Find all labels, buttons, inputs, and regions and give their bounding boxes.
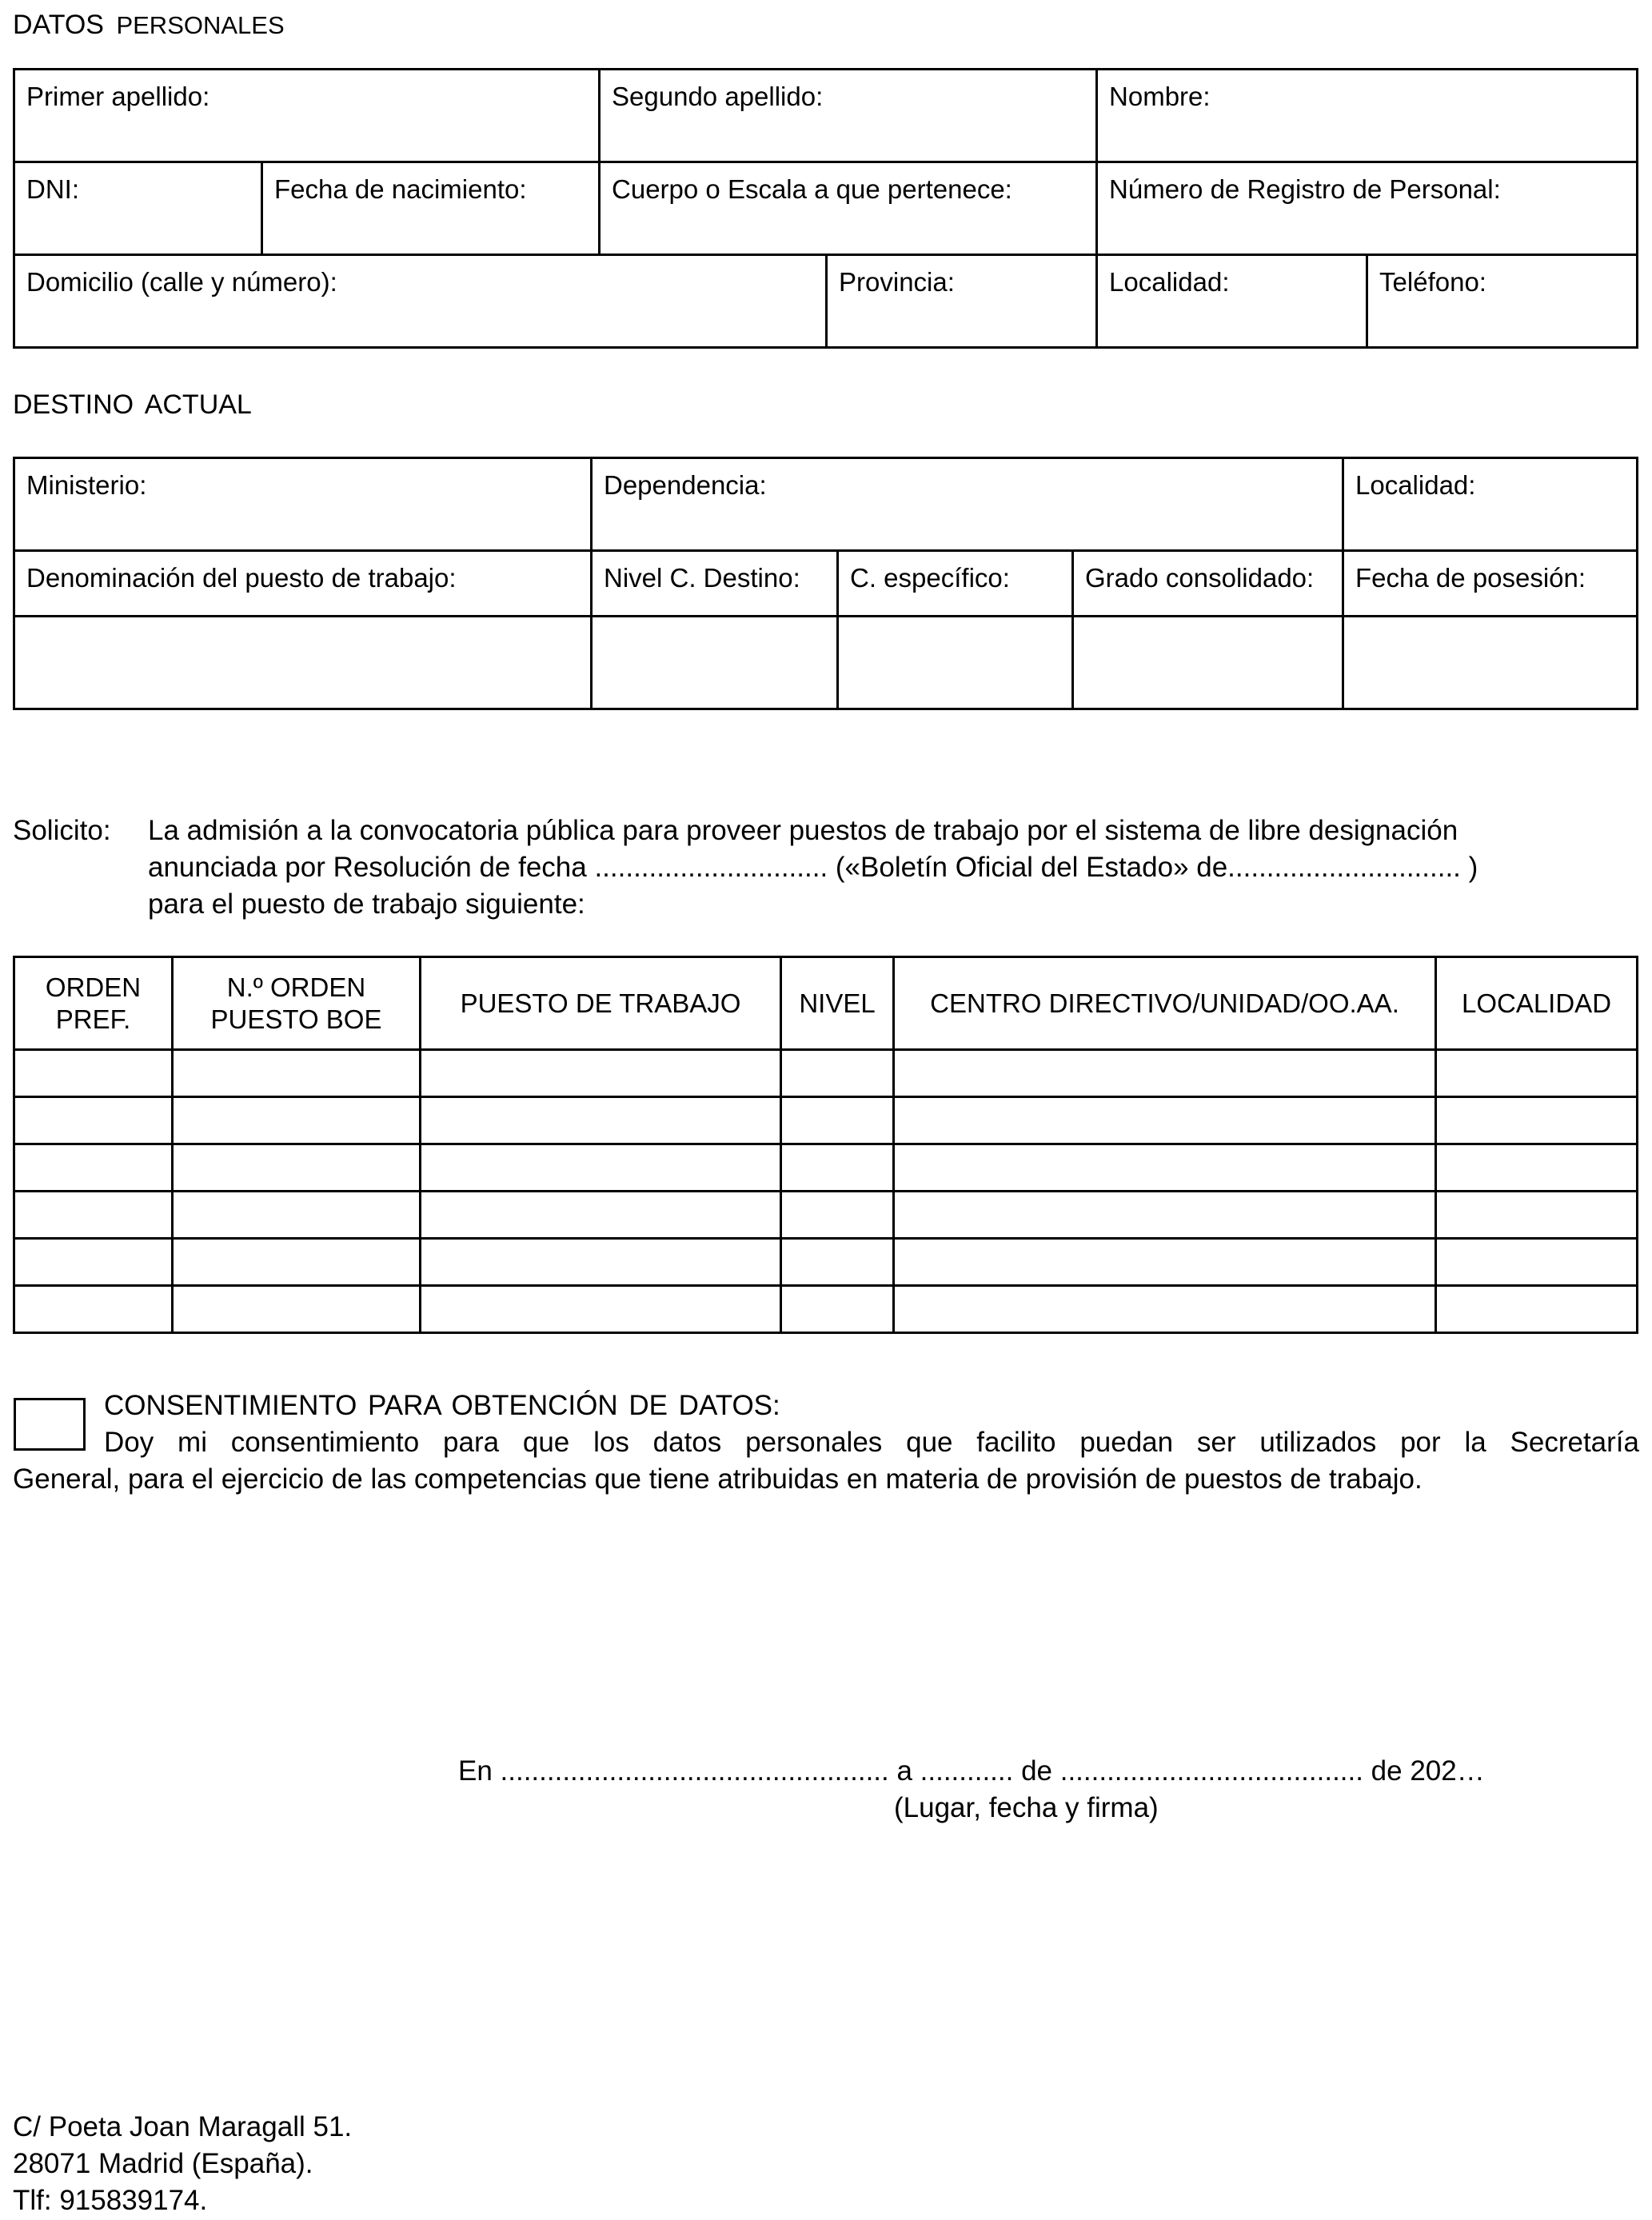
col-orden-boe-b: PUESTO BOE <box>210 1004 382 1034</box>
destino-localidad-field[interactable] <box>1343 458 1638 551</box>
section-title-personal-a: DATOS <box>13 10 104 40</box>
dependencia-label: Dependencia: <box>604 470 767 500</box>
table-cell[interactable] <box>894 1192 1436 1239</box>
address-city: 28071 Madrid (España). <box>13 2148 313 2179</box>
fecha-posesion-input[interactable] <box>1343 617 1638 709</box>
signature-line: En .................................................. a ............ de ....................................... de 202… <box>458 1755 1485 1787</box>
col-orden-boe-a: N.º ORDEN <box>226 972 366 1002</box>
telefono-label: Teléfono: <box>1379 267 1486 297</box>
cuerpo-escala-label: Cuerpo o Escala a que pertenece: <box>612 174 1012 204</box>
localidad-label: Localidad: <box>1109 267 1230 297</box>
table-cell[interactable] <box>421 1144 781 1192</box>
solicito-line-1: La admisión a la convocatoria pública para proveer puestos de trabajo por el sistema de libre designación <box>148 815 1458 846</box>
address-street: C/ Poeta Joan Maragall 51. <box>13 2111 353 2142</box>
consent-title: CONSENTIMIENTO PARA OBTENCIÓN DE DATOS: <box>104 1390 780 1421</box>
table-cell[interactable] <box>781 1192 894 1239</box>
table-cell[interactable] <box>781 1097 894 1144</box>
table-cell[interactable] <box>173 1050 421 1097</box>
especifico-header <box>838 551 1073 617</box>
col-nivel: NIVEL <box>781 957 894 1050</box>
table-cell[interactable] <box>894 1286 1436 1333</box>
col-orden-pref-a: ORDEN <box>45 972 142 1002</box>
address-phone: Tlf: 915839174. <box>13 2185 208 2216</box>
grado-input[interactable] <box>1073 617 1343 709</box>
localidad-field[interactable] <box>1097 255 1367 348</box>
dependencia-field[interactable] <box>592 458 1343 551</box>
section-title-destino: DESTINO ACTUAL <box>13 389 252 420</box>
table-cell[interactable] <box>14 1050 173 1097</box>
table-cell[interactable] <box>421 1097 781 1144</box>
especifico-input[interactable] <box>838 617 1073 709</box>
nivel-label: Nivel C. Destino: <box>604 563 800 593</box>
especifico-label: C. específico: <box>850 563 1010 593</box>
ministerio-field[interactable] <box>14 458 592 551</box>
fecha-posesion-header <box>1343 551 1638 617</box>
col-localidad: LOCALIDAD <box>1436 957 1638 1050</box>
segundo-apellido-label: Segundo apellido: <box>612 82 824 111</box>
telefono-field[interactable] <box>1367 255 1638 348</box>
col-centro: CENTRO DIRECTIVO/UNIDAD/OO.AA. <box>894 957 1436 1050</box>
table-cell[interactable] <box>173 1144 421 1192</box>
destino-localidad-label: Localidad: <box>1355 470 1476 500</box>
table-cell[interactable] <box>421 1050 781 1097</box>
primer-apellido-label: Primer apellido: <box>26 82 210 111</box>
table-cell[interactable] <box>781 1239 894 1286</box>
segundo-apellido-field[interactable] <box>600 70 1097 162</box>
signature-caption: (Lugar, fecha y firma) <box>894 1792 1159 1823</box>
table-row <box>14 1050 1638 1097</box>
grado-label: Grado consolidado: <box>1085 563 1315 593</box>
table-cell[interactable] <box>894 1050 1436 1097</box>
table-cell[interactable] <box>14 1286 173 1333</box>
dni-label: DNI: <box>26 174 79 204</box>
provincia-field[interactable] <box>827 255 1097 348</box>
table-cell[interactable] <box>894 1239 1436 1286</box>
table-cell[interactable] <box>781 1144 894 1192</box>
solicito-label: Solicito: <box>13 815 111 846</box>
table-cell[interactable] <box>173 1239 421 1286</box>
table-cell[interactable] <box>894 1144 1436 1192</box>
table-cell[interactable] <box>781 1050 894 1097</box>
table-cell[interactable] <box>1436 1144 1638 1192</box>
col-orden-pref <box>14 957 173 1050</box>
table-cell[interactable] <box>173 1286 421 1333</box>
table-row <box>14 1097 1638 1144</box>
table-cell[interactable] <box>894 1097 1436 1144</box>
table-row <box>14 1239 1638 1286</box>
nombre-field[interactable] <box>1097 70 1638 162</box>
table-cell[interactable] <box>173 1097 421 1144</box>
table-cell[interactable] <box>421 1286 781 1333</box>
cuerpo-escala-field[interactable] <box>600 162 1097 255</box>
primer-apellido-field[interactable] <box>14 70 600 162</box>
domicilio-label: Domicilio (calle y número): <box>26 267 337 297</box>
col-orden-boe <box>173 957 421 1050</box>
table-cell[interactable] <box>1436 1286 1638 1333</box>
personal-data-table <box>13 68 1638 349</box>
table-cell[interactable] <box>1436 1239 1638 1286</box>
table-cell[interactable] <box>14 1144 173 1192</box>
solicito-line-2: anunciada por Resolución de fecha .............................. («Boletín Oficial del Estado» de.............................. ) <box>148 852 1478 883</box>
consent-checkbox[interactable] <box>14 1398 86 1451</box>
nrp-label: Número de Registro de Personal: <box>1109 174 1501 204</box>
denominacion-label: Denominación del puesto de trabajo: <box>26 563 457 593</box>
grado-header <box>1073 551 1343 617</box>
section-title-personal <box>13 10 285 41</box>
col-orden-pref-b: PREF. <box>55 1004 131 1034</box>
table-cell[interactable] <box>421 1239 781 1286</box>
solicito-line-3: para el puesto de trabajo siguiente: <box>148 888 585 920</box>
table-cell[interactable] <box>1436 1192 1638 1239</box>
denominacion-input[interactable] <box>14 617 592 709</box>
destino-table <box>13 457 1638 710</box>
nivel-input[interactable] <box>592 617 838 709</box>
table-cell[interactable] <box>781 1286 894 1333</box>
table-cell[interactable] <box>14 1239 173 1286</box>
preferences-table <box>13 956 1638 1334</box>
fecha-posesion-label: Fecha de posesión: <box>1355 563 1586 593</box>
ministerio-label: Ministerio: <box>26 470 147 500</box>
consent-line-1: Doy mi consentimiento para que los datos personales que facilito puedan ser utilizados por la Secretaría <box>104 1427 1639 1458</box>
nivel-header <box>592 551 838 617</box>
fecha-nacimiento-label: Fecha de nacimiento: <box>274 174 527 204</box>
denominacion-header <box>14 551 592 617</box>
dni-field[interactable] <box>14 162 262 255</box>
table-row <box>14 1192 1638 1239</box>
section-title-personal-b: PERSONALES <box>116 11 285 39</box>
table-cell[interactable] <box>421 1192 781 1239</box>
col-puesto: PUESTO DE TRABAJO <box>421 957 781 1050</box>
consent-line-2: General, para el ejercicio de las competencias que tiene atribuidas en materia de provisión de puestos de trabajo. <box>13 1463 1423 1495</box>
domicilio-field[interactable] <box>14 255 827 348</box>
table-cell[interactable] <box>1436 1050 1638 1097</box>
table-cell[interactable] <box>173 1192 421 1239</box>
table-row <box>14 1286 1638 1333</box>
fecha-nacimiento-field[interactable] <box>262 162 600 255</box>
table-cell[interactable] <box>14 1192 173 1239</box>
nombre-label: Nombre: <box>1109 82 1211 111</box>
table-cell[interactable] <box>1436 1097 1638 1144</box>
table-row <box>14 1144 1638 1192</box>
provincia-label: Provincia: <box>839 267 955 297</box>
table-cell[interactable] <box>14 1097 173 1144</box>
nrp-field[interactable] <box>1097 162 1638 255</box>
